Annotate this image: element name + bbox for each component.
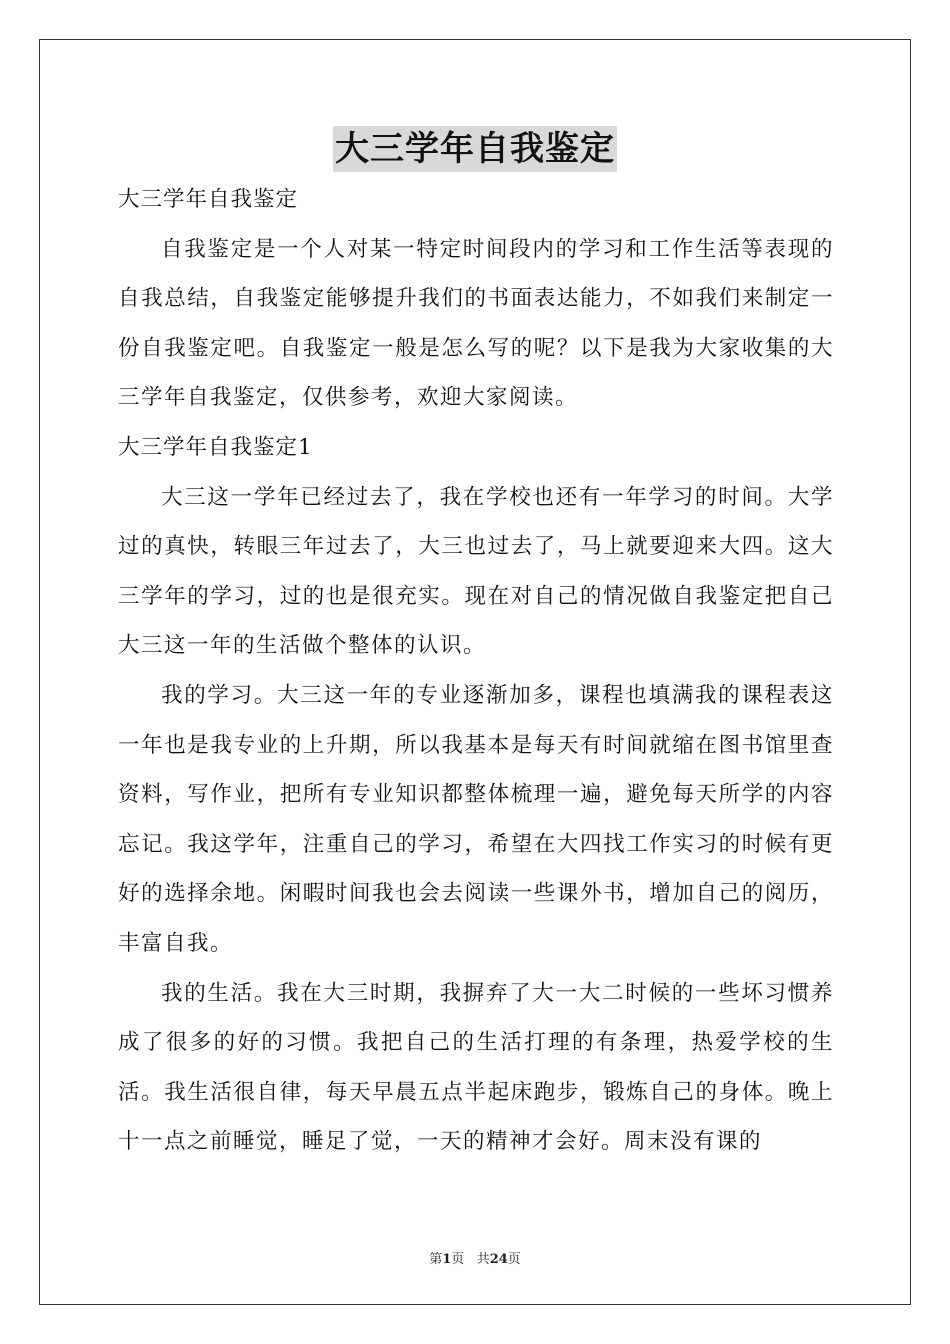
- total-pages: 24: [489, 1252, 508, 1267]
- document-body: [118, 175, 834, 1167]
- total-suffix: 页: [507, 1252, 521, 1267]
- title-container: [0, 126, 950, 172]
- page-number: 1: [442, 1252, 452, 1267]
- body-paragraph: 我的学习。大三这一年的专业逐渐加多，课程也填满我的课程表这一年也是我专业的上升期，所以我基本是每天有时间就缩在图书馆里查资料，写作业，把所有专业知识都整体梳理一遍，避免每天所学的内容忘记。我这学年，注重自己的学习，希望在大四找工作实习的时候有更好的选择余地。闲暇时间我也会去阅读一些课外书，增加自己的阅历，丰富自我。: [118, 682, 834, 956]
- document-subtitle: 大三学年自我鉴定: [118, 187, 299, 212]
- page-footer: [0, 1248, 950, 1267]
- body-paragraph: 我的生活。我在大三时期，我摒弃了大一大二时候的一些坏习惯养成了很多的好的习惯。我把自己的生活打理的有条理，热爱学校的生活。我生活很自律，每天早晨五点半起床跑步，锻炼自己的身体。晚上十一点之前睡觉，睡足了觉，一天的精神才会好。周末没有课的: [118, 980, 834, 1155]
- total-prefix: 共: [476, 1252, 490, 1267]
- intro-paragraph: 自我鉴定是一个人对某一特定时间段内的学习和工作生活等表现的自我总结，自我鉴定能够提升我们的书面表达能力，不如我们来制定一份自我鉴定吧。自我鉴定一般是怎么写的呢？以下是我为大家收集的大三学年自我鉴定，仅供参考，欢迎大家阅读。: [118, 236, 834, 411]
- document-title: 大三学年自我鉴定: [333, 126, 617, 172]
- section-heading: 大三学年自我鉴定1: [118, 434, 313, 460]
- page-suffix: 页: [451, 1252, 465, 1267]
- page-prefix: 第: [429, 1252, 443, 1267]
- body-paragraph: 大三这一学年已经过去了，我在学校也还有一年学习的时间。大学过的真快，转眼三年过去了，大三也过去了，马上就要迎来大四。这大三学年的学习，过的也是很充实。现在对自己的情况做自我鉴定把自己大三这一年的生活做个整体的认识。: [118, 484, 834, 659]
